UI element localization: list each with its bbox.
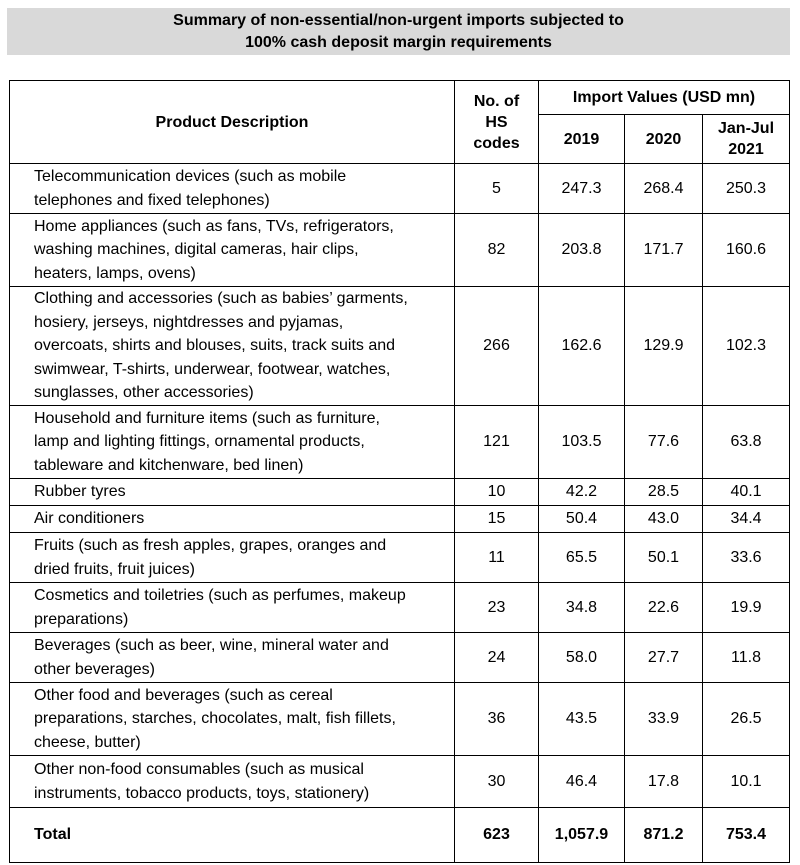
value-2019: 43.5 [539, 683, 625, 756]
table-row [10, 683, 790, 756]
table-row [10, 479, 790, 506]
hs-code-count: 11 [455, 533, 539, 583]
product-description: Air conditioners [10, 506, 455, 533]
header-2019: 2019 [539, 115, 625, 164]
value-2019: 34.8 [539, 583, 625, 633]
total-row [10, 808, 790, 863]
value-2019: 46.4 [539, 756, 625, 808]
hs-code-count: 23 [455, 583, 539, 633]
hs-code-count: 82 [455, 214, 539, 287]
value-jan-jul-2021: 250.3 [703, 164, 790, 214]
hs-code-count: 15 [455, 506, 539, 533]
table-row [10, 406, 790, 479]
value-jan-jul-2021: 34.4 [703, 506, 790, 533]
value-jan-jul-2021: 102.3 [703, 287, 790, 406]
total-2019: 1,057.9 [539, 808, 625, 863]
total-jan-jul-2021: 753.4 [703, 808, 790, 863]
product-description: Clothing and accessories (such as babies’ garments, hosiery, jerseys, nightdresses and pyjamas, overcoats, shirts and blouses, suits, track suits and swimwear, T-shirts, underwear, footwear, watches, sunglasses, other accessories) [10, 287, 455, 406]
value-jan-jul-2021: 160.6 [703, 214, 790, 287]
hs-code-count: 5 [455, 164, 539, 214]
header-hs-codes: No. of HS codes [455, 81, 539, 164]
header-jan-jul-2021: Jan-Jul 2021 [703, 115, 790, 164]
value-2020: 171.7 [625, 214, 703, 287]
table-row [10, 533, 790, 583]
table-row [10, 287, 790, 406]
value-2019: 65.5 [539, 533, 625, 583]
product-description: Other food and beverages (such as cereal preparations, starches, chocolates, malt, fish fillets, cheese, butter) [10, 683, 455, 756]
table-row [10, 506, 790, 533]
value-jan-jul-2021: 40.1 [703, 479, 790, 506]
product-description: Telecommunication devices (such as mobile telephones and fixed telephones) [10, 164, 455, 214]
hs-code-count: 36 [455, 683, 539, 756]
value-2019: 50.4 [539, 506, 625, 533]
imports-table [9, 80, 790, 863]
product-description: Rubber tyres [10, 479, 455, 506]
value-2020: 28.5 [625, 479, 703, 506]
hs-code-count: 121 [455, 406, 539, 479]
value-jan-jul-2021: 10.1 [703, 756, 790, 808]
value-2020: 77.6 [625, 406, 703, 479]
table-row [10, 164, 790, 214]
value-2020: 43.0 [625, 506, 703, 533]
value-2020: 129.9 [625, 287, 703, 406]
product-description: Beverages (such as beer, wine, mineral water and other beverages) [10, 633, 455, 683]
value-2019: 247.3 [539, 164, 625, 214]
value-2019: 42.2 [539, 479, 625, 506]
value-2020: 27.7 [625, 633, 703, 683]
value-2020: 17.8 [625, 756, 703, 808]
value-jan-jul-2021: 19.9 [703, 583, 790, 633]
table-row [10, 214, 790, 287]
total-2020: 871.2 [625, 808, 703, 863]
total-hs-codes: 623 [455, 808, 539, 863]
header-product-description: Product Description [10, 81, 455, 164]
value-2020: 268.4 [625, 164, 703, 214]
title-line-1: Summary of non-essential/non-urgent imports subjected to [173, 11, 624, 29]
product-description: Cosmetics and toiletries (such as perfumes, makeup preparations) [10, 583, 455, 633]
value-2019: 58.0 [539, 633, 625, 683]
value-2019: 203.8 [539, 214, 625, 287]
product-description: Household and furniture items (such as furniture, lamp and lighting fittings, ornamental products, tableware and kitchenware, bed linen) [10, 406, 455, 479]
table-title [7, 8, 790, 55]
value-jan-jul-2021: 11.8 [703, 633, 790, 683]
value-2020: 50.1 [625, 533, 703, 583]
value-jan-jul-2021: 33.6 [703, 533, 790, 583]
value-2019: 162.6 [539, 287, 625, 406]
value-2019: 103.5 [539, 406, 625, 479]
value-jan-jul-2021: 63.8 [703, 406, 790, 479]
hs-code-count: 266 [455, 287, 539, 406]
product-description: Fruits (such as fresh apples, grapes, oranges and dried fruits, fruit juices) [10, 533, 455, 583]
product-description: Home appliances (such as fans, TVs, refrigerators, washing machines, digital cameras, hair clips, heaters, lamps, ovens) [10, 214, 455, 287]
table-row [10, 756, 790, 808]
hs-code-count: 10 [455, 479, 539, 506]
header-2020: 2020 [625, 115, 703, 164]
value-2020: 33.9 [625, 683, 703, 756]
hs-code-count: 30 [455, 756, 539, 808]
header-import-values: Import Values (USD mn) [539, 81, 790, 115]
product-description: Other non-food consumables (such as musical instruments, tobacco products, toys, stationery) [10, 756, 455, 808]
total-label: Total [10, 808, 455, 863]
table-row [10, 633, 790, 683]
table-row [10, 583, 790, 633]
hs-code-count: 24 [455, 633, 539, 683]
title-line-2: 100% cash deposit margin requirements [245, 33, 552, 51]
value-2020: 22.6 [625, 583, 703, 633]
value-jan-jul-2021: 26.5 [703, 683, 790, 756]
